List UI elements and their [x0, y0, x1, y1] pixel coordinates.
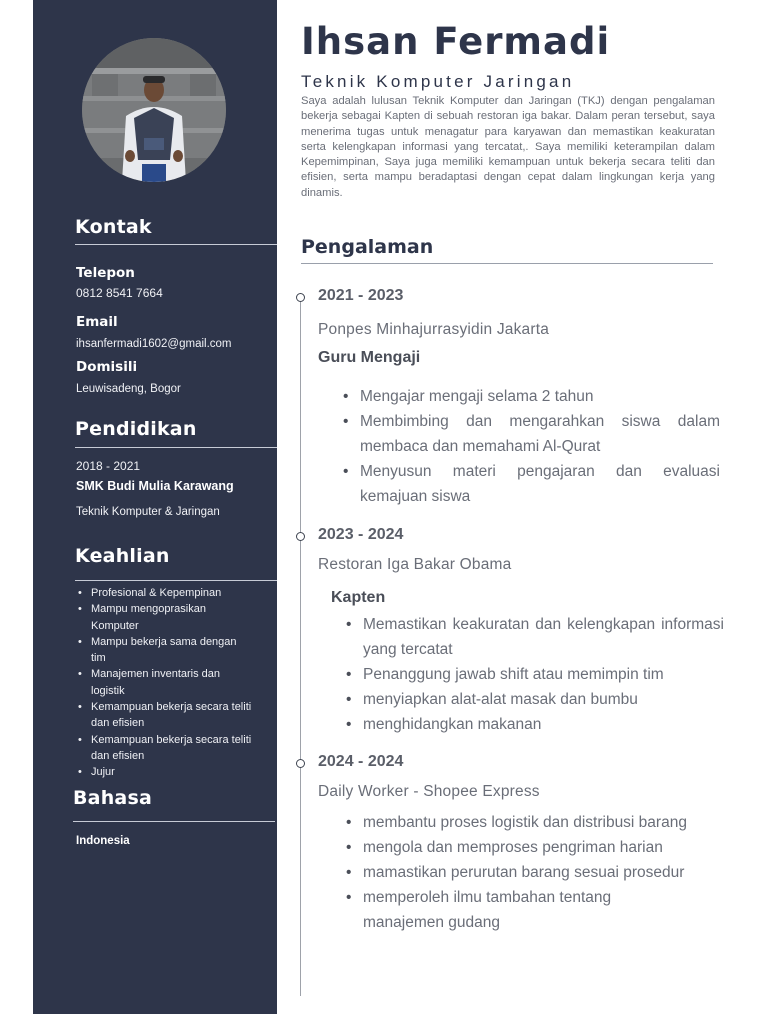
profile-summary: Saya adalah lulusan Teknik Komputer dan Jaringan (TKJ) dengan pengalaman bekerja sebagai Kapten di sebuah restoran iga bakar. Dalam peran tersebut, saya menerima tugas untuk menagatur para karyawan dan memastikan keakuratan serta kelengkapan informasi yang tercatat,. Saya memiliki keterampilan dalam Kepemimpinan, Saya juga memiliki kemampuan untuk bekerja secara teliti dan efisien, serta mampu beradaptasi dengan cepat dalam lingkungan kerja yang dinamis. — [301, 95, 715, 199]
education-title: Pendidikan — [75, 418, 197, 440]
timeline-dot — [296, 293, 305, 302]
education-school: SMK Budi Mulia Karawang — [76, 479, 234, 493]
timeline-dot — [296, 759, 305, 768]
timeline-line — [300, 296, 301, 996]
language-title: Bahasa — [73, 787, 152, 809]
job-period: 2023 - 2024 — [318, 526, 404, 543]
language-item: Indonesia — [76, 835, 130, 847]
job-company: Daily Worker - Shopee Express — [318, 783, 540, 800]
job-position: Guru Mengaji — [318, 349, 421, 366]
email-value: ihsanfermadi1602@gmail.com — [76, 338, 232, 350]
timeline-dot — [296, 532, 305, 541]
sidebar — [33, 0, 277, 1014]
skill-item: • Mampu bekerja sama dengan tim — [77, 634, 252, 667]
skill-item: • Manajemen inventaris dan logistik — [77, 666, 252, 699]
education-major: Teknik Komputer & Jaringan — [76, 506, 220, 518]
person-photo-image — [82, 38, 226, 182]
job-period: 2021 - 2023 — [318, 287, 404, 304]
job-period: 2024 - 2024 — [318, 753, 404, 770]
duty-item: • Penanggung jawab shift atau memimpin tim — [343, 662, 724, 687]
job-role: Teknik Komputer Jaringan — [301, 72, 575, 91]
skills-divider — [75, 580, 277, 581]
experience-title: Pengalaman — [301, 236, 434, 258]
skill-item: • Jujur — [77, 764, 252, 780]
duty-item: • membantu proses logistik dan distribusi barang — [343, 810, 724, 835]
profile-photo — [82, 38, 226, 182]
duty-item: • Memastikan keakuratan dan kelengkapan informasi yang tercatat — [343, 612, 724, 662]
domicile-value: Leuwisadeng, Bogor — [76, 383, 181, 395]
job-company: Ponpes Minhajurrasyidin Jakarta — [318, 321, 550, 338]
language-divider — [73, 821, 275, 822]
skills-list — [77, 585, 252, 781]
skill-item: • Kemampuan bekerja secara teliti dan efisien — [77, 699, 252, 732]
contact-title: Kontak — [75, 216, 152, 238]
job-duties — [340, 384, 720, 509]
job-position: Kapten — [331, 589, 386, 606]
duty-item: • mengola dan memproses pengriman harian — [343, 835, 724, 860]
duty-item: • menyiapkan alat-alat masak dan bumbu — [343, 687, 724, 712]
duty-item: • Menyusun materi pengajaran dan evaluasi kemajuan siswa — [340, 459, 720, 509]
duty-item: • menghidangkan makanan — [343, 712, 724, 737]
skill-item: • Kemampuan bekerja secara teliti dan efisien — [77, 732, 252, 765]
job-duties — [343, 810, 724, 935]
job-company: Restoran Iga Bakar Obama — [318, 556, 512, 573]
duty-item: • memperoleh ilmu tambahan tentang manajemen gudang — [343, 885, 724, 935]
job-duties — [343, 612, 724, 737]
domicile-label: Domisili — [76, 359, 138, 375]
experience-divider — [301, 263, 713, 264]
skill-item: • Profesional & Kepempinan — [77, 585, 252, 601]
duty-item: • Mengajar mengaji selama 2 tahun — [340, 384, 720, 409]
phone-value: 0812 8541 7664 — [76, 286, 163, 300]
skills-title: Keahlian — [75, 545, 170, 567]
duty-item: • Membimbing dan mengarahkan siswa dalam membaca dan memahami Al-Qurat — [340, 409, 720, 459]
person-name: Ihsan Fermadi — [301, 20, 611, 63]
education-divider — [75, 447, 277, 448]
contact-divider — [75, 244, 277, 245]
phone-label: Telepon — [76, 265, 135, 281]
skill-item: • Mampu mengoprasikan Komputer — [77, 601, 252, 634]
education-period: 2018 - 2021 — [76, 459, 141, 473]
email-label: Email — [76, 314, 118, 330]
duty-item: • mamastikan perurutan barang sesuai prosedur — [343, 860, 724, 885]
